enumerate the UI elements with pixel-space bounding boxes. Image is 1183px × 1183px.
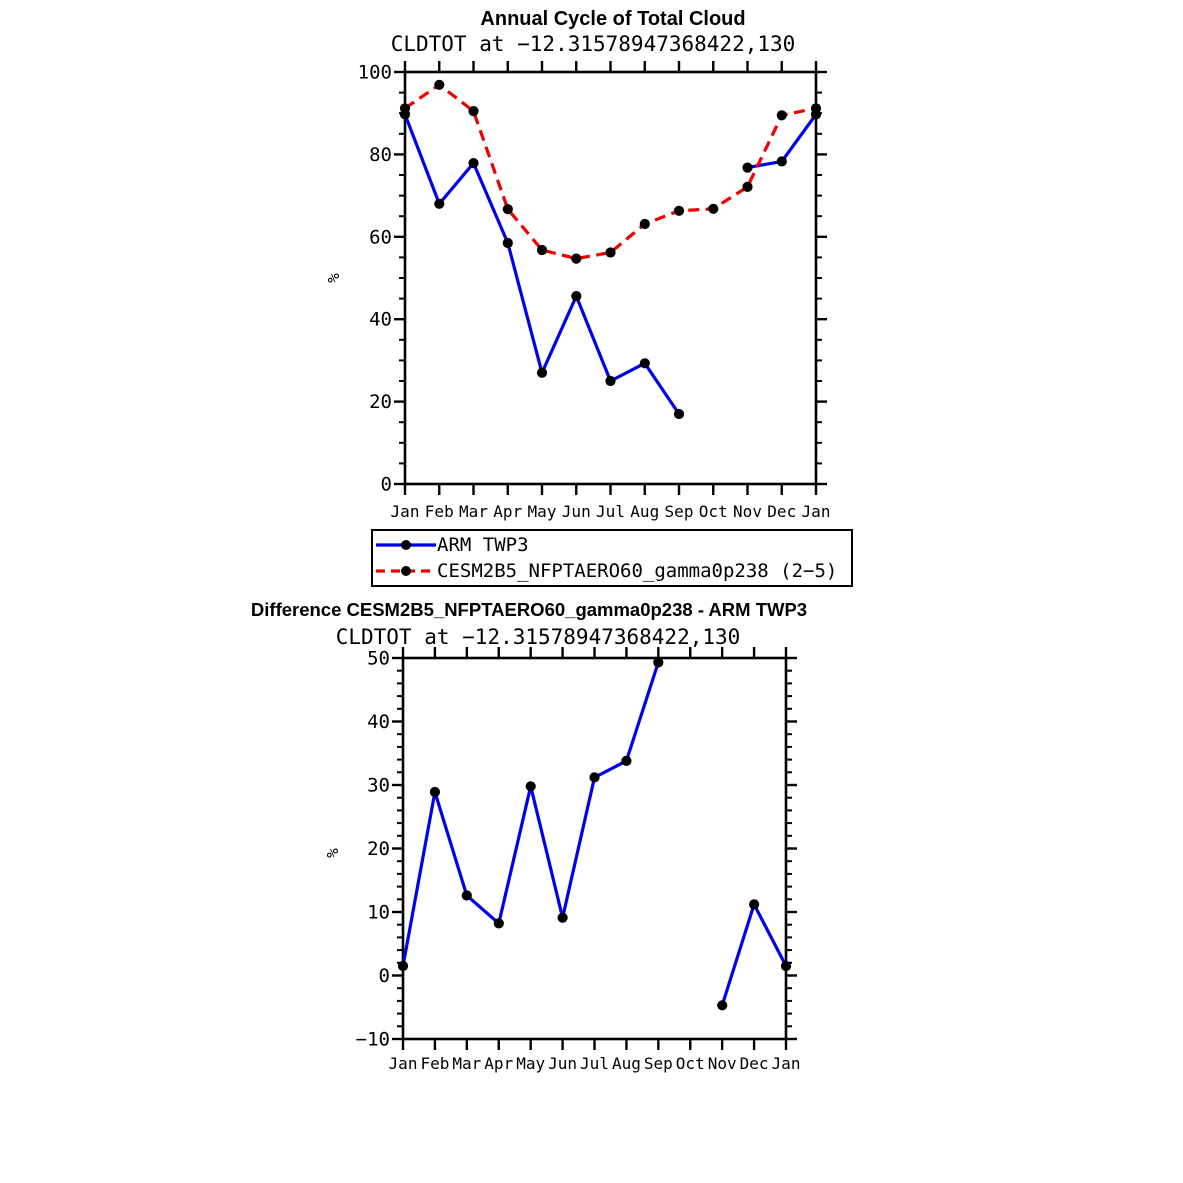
x-tick-label: Apr <box>493 502 523 521</box>
x-tick-label: Jul <box>580 1054 609 1073</box>
legend-sample-marker <box>401 566 411 576</box>
legend-entry-arm-twp3 <box>373 532 851 558</box>
legend-label-arm-twp3: ARM TWP3 <box>437 533 529 556</box>
x-tick-label: Oct <box>698 502 728 521</box>
x-tick-label: Dec <box>739 1054 769 1073</box>
difference-chart-subtitle: CLDTOT at −12.31578947368422,130 <box>335 625 741 649</box>
top-chart-subtitle: CLDTOT at −12.31578947368422,130 <box>390 32 796 56</box>
data-point-marker <box>811 103 821 113</box>
legend-box <box>371 529 853 587</box>
data-point-marker <box>717 1000 727 1010</box>
x-tick-label: Feb <box>420 1054 450 1073</box>
x-tick-label: May <box>527 502 557 521</box>
data-point-marker <box>621 756 631 766</box>
data-point-marker <box>503 238 513 248</box>
data-point-marker <box>434 199 444 209</box>
data-point-marker <box>462 890 472 900</box>
annual-cycle-chart <box>324 61 830 521</box>
data-point-marker <box>537 368 547 378</box>
data-point-marker <box>742 163 752 173</box>
x-tick-label: Jan <box>388 1054 418 1073</box>
y-tick-label: 10 <box>367 901 390 924</box>
x-tick-label: Aug <box>630 502 660 521</box>
data-point-marker <box>589 772 599 782</box>
legend-dashed-line-icon <box>375 564 437 578</box>
x-tick-label: Nov <box>707 1054 737 1073</box>
plot-frame <box>405 72 816 484</box>
x-tick-label: Sep <box>664 502 694 521</box>
data-point-marker <box>526 781 536 791</box>
difference-chart-title: Difference CESM2B5_NFPTAERO60_gamma0p238 - ARM TWP3 <box>250 599 808 620</box>
data-point-marker <box>749 899 759 909</box>
data-point-marker <box>640 358 650 368</box>
y-tick-label: 0 <box>380 473 392 496</box>
legend-solid-line-icon <box>375 538 437 552</box>
data-point-marker <box>468 106 478 116</box>
x-tick-label: Mar <box>459 502 488 521</box>
x-tick-label: Mar <box>452 1054 482 1073</box>
x-tick-label: Jan <box>801 502 831 521</box>
x-tick-label: Nov <box>733 502 762 521</box>
x-tick-label: Jun <box>561 502 591 521</box>
data-point-marker <box>777 110 787 120</box>
data-point-marker <box>468 158 478 168</box>
data-point-marker <box>777 156 787 166</box>
y-tick-label: 30 <box>367 774 390 797</box>
y-tick-label: 80 <box>369 143 392 166</box>
y-tick-label: 60 <box>369 226 392 249</box>
y-tick-label: 100 <box>357 61 392 84</box>
data-point-marker <box>494 918 504 928</box>
y-tick-label: 40 <box>369 308 392 331</box>
x-tick-label: Sep <box>643 1054 673 1073</box>
y-tick-label: 20 <box>367 838 390 860</box>
legend-entry-cesm2b5 <box>373 558 851 584</box>
legend-sample-marker <box>401 540 411 550</box>
x-tick-label: Jun <box>548 1054 578 1073</box>
x-tick-label: Apr <box>484 1054 514 1073</box>
x-tick-label: Jul <box>596 502 625 521</box>
data-point-marker <box>674 206 684 216</box>
data-point-marker <box>605 247 615 257</box>
x-tick-label: Jan <box>771 1054 801 1073</box>
y-tick-label: 50 <box>367 647 390 670</box>
data-point-marker <box>674 409 684 419</box>
series-line-1-0 <box>722 904 786 1005</box>
y-tick-label: 20 <box>369 391 392 414</box>
x-tick-label: Aug <box>611 1054 641 1073</box>
data-point-marker <box>400 103 410 113</box>
x-tick-label: May <box>516 1054 546 1073</box>
data-point-marker <box>398 961 408 971</box>
legend-label-cesm2b5: CESM2B5_NFPTAERO60_gamma0p238 (2−5) <box>437 559 838 582</box>
data-point-marker <box>742 182 752 192</box>
data-point-marker <box>434 80 444 90</box>
data-point-marker <box>781 961 791 971</box>
data-point-marker <box>640 219 650 229</box>
data-point-marker <box>605 376 615 386</box>
difference-chart <box>323 647 800 1073</box>
y-axis-label: % <box>324 273 343 283</box>
data-point-marker <box>571 254 581 264</box>
data-point-marker <box>503 204 513 214</box>
x-tick-label: Feb <box>424 502 454 521</box>
top-chart-title: Annual Cycle of Total Cloud <box>480 8 746 30</box>
y-tick-label: 0 <box>378 965 390 987</box>
x-tick-label: Jan <box>390 502 420 521</box>
data-point-marker <box>571 291 581 301</box>
data-point-marker <box>653 657 663 667</box>
data-point-marker <box>558 913 568 923</box>
y-axis-label: % <box>323 848 342 858</box>
data-point-marker <box>537 245 547 255</box>
y-tick-label: 40 <box>367 711 390 733</box>
series-line-1-0 <box>403 662 658 966</box>
y-tick-label: −10 <box>355 1028 390 1051</box>
data-point-marker <box>708 204 718 214</box>
x-tick-label: Oct <box>675 1054 705 1073</box>
x-tick-label: Dec <box>767 502 797 521</box>
data-point-marker <box>430 787 440 797</box>
